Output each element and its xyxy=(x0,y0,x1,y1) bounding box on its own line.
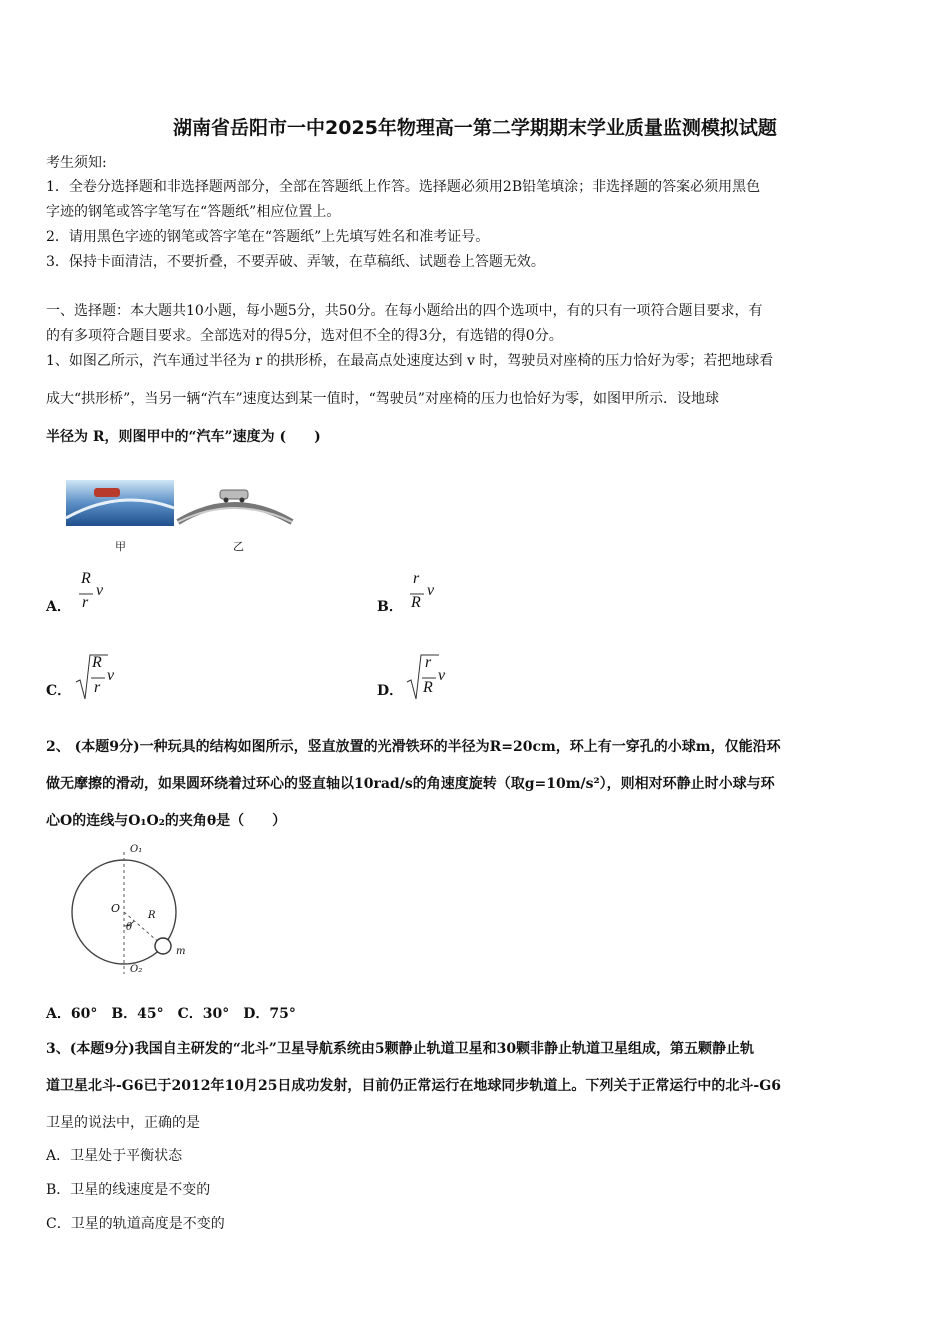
fig-label-yi: 乙 xyxy=(233,540,244,553)
section-instruction: 一、选择题：本大题共10小题，每小题5分，共50分。在每小题给出的四个选项中，有的只有一项符合题目要求，有 xyxy=(46,303,763,319)
q3-text: 3、(本题9分)我国自主研发的“北斗”卫星导航系统由5颗静止轨道卫星和30颗非静止轨道卫星组成，第五颗静止轨 xyxy=(46,1041,755,1057)
q1-text: 1、如图乙所示，汽车通过半径为 r 的拱形桥，在最高点处速度达到 v 时，驾驶员对座椅的压力恰好为零；若把地球看 xyxy=(46,353,774,369)
option-a-formula[interactable]: R r v xyxy=(78,570,108,623)
option-d-label: D． xyxy=(377,683,404,699)
q2-text: 2、 (本题9分)一种玩具的结构如图所示，竖直放置的光滑铁环的半径为R=20cm，环上有一穿孔的小球m，仅能沿环 xyxy=(46,739,781,755)
q2-text: 心O的连线与O₁O₂的夹角θ是（ ） xyxy=(46,813,287,829)
section-instruction: 的有多项符合题目要求。全部选对的得5分，选对但不全的得3分，有选错的得0分。 xyxy=(46,328,563,344)
q3-text: 卫星的说法中，正确的是 xyxy=(46,1115,200,1131)
q1-figure-drawing xyxy=(66,478,296,558)
q2-options: A．60° B．45° C．30° D．75° xyxy=(46,1006,296,1022)
notice-item: 字迹的钢笔或答字笔写在“答题纸”相应位置上。 xyxy=(46,204,341,220)
notice-item: 3．保持卡面清洁，不要折叠，不要弄破、弄皱，在草稿纸、试题卷上答题无效。 xyxy=(46,254,545,270)
car-icon xyxy=(220,490,248,499)
q2-text: 做无摩擦的滑动，如果圆环绕着过环心的竖直轴以10rad/s的角速度旋转（取g=10m/s²），则相对环静止时小球与环 xyxy=(46,776,775,792)
option-c-formula[interactable]: R r v xyxy=(74,652,118,709)
q1-figure xyxy=(66,478,296,558)
label-o2: O₂ xyxy=(130,964,143,975)
q3-option-a[interactable]: A．卫星处于平衡状态 xyxy=(46,1148,183,1164)
fig-label-jia: 甲 xyxy=(115,540,126,553)
label-o: O xyxy=(111,902,121,915)
notice-item: 1．全卷分选择题和非选择题两部分，全部在答题纸上作答。选择题必须用2B铅笔填涂；非选择题的答案必须用黑色 xyxy=(46,179,761,195)
q2-figure xyxy=(66,842,196,980)
option-d-formula[interactable]: r R v xyxy=(405,652,449,709)
q1-text: 半径为 R，则图甲中的“汽车”速度为 ( ) xyxy=(46,429,321,445)
option-c-label: C． xyxy=(46,683,72,699)
page-title: 湖南省岳阳市一中2025年物理高一第二学期期末学业质量监测模拟试题 xyxy=(173,117,777,139)
label-m: m xyxy=(176,946,186,957)
q3-option-b[interactable]: B．卫星的线速度是不变的 xyxy=(46,1182,211,1198)
ring-diagram xyxy=(66,842,196,980)
q1-text: 成大“拱形桥”，当另一辆“汽车”速度达到某一值时，“驾驶员”对座椅的压力也恰好为零，如图甲所示．设地球 xyxy=(46,391,719,407)
label-o1: O₁ xyxy=(130,844,143,855)
label-theta: θ xyxy=(126,922,133,933)
option-a-label: A． xyxy=(46,599,71,615)
q3-text: 道卫星北斗-G6已于2012年10月25日成功发射，目前仍正常运行在地球同步轨道上。下列关于正常运行中的北斗-G6 xyxy=(46,1078,781,1094)
notice-item: 2．请用黑色字迹的钢笔或答字笔在“答题纸”上先填写姓名和准考证号。 xyxy=(46,229,490,245)
label-r: R xyxy=(148,910,156,921)
q3-option-c[interactable]: C．卫星的轨道高度是不变的 xyxy=(46,1216,225,1232)
option-b-label: B． xyxy=(377,599,403,615)
option-b-formula[interactable]: r R v xyxy=(409,570,439,623)
car-icon xyxy=(94,488,120,497)
notice-heading: 考生须知: xyxy=(46,155,107,171)
ball xyxy=(155,938,171,954)
